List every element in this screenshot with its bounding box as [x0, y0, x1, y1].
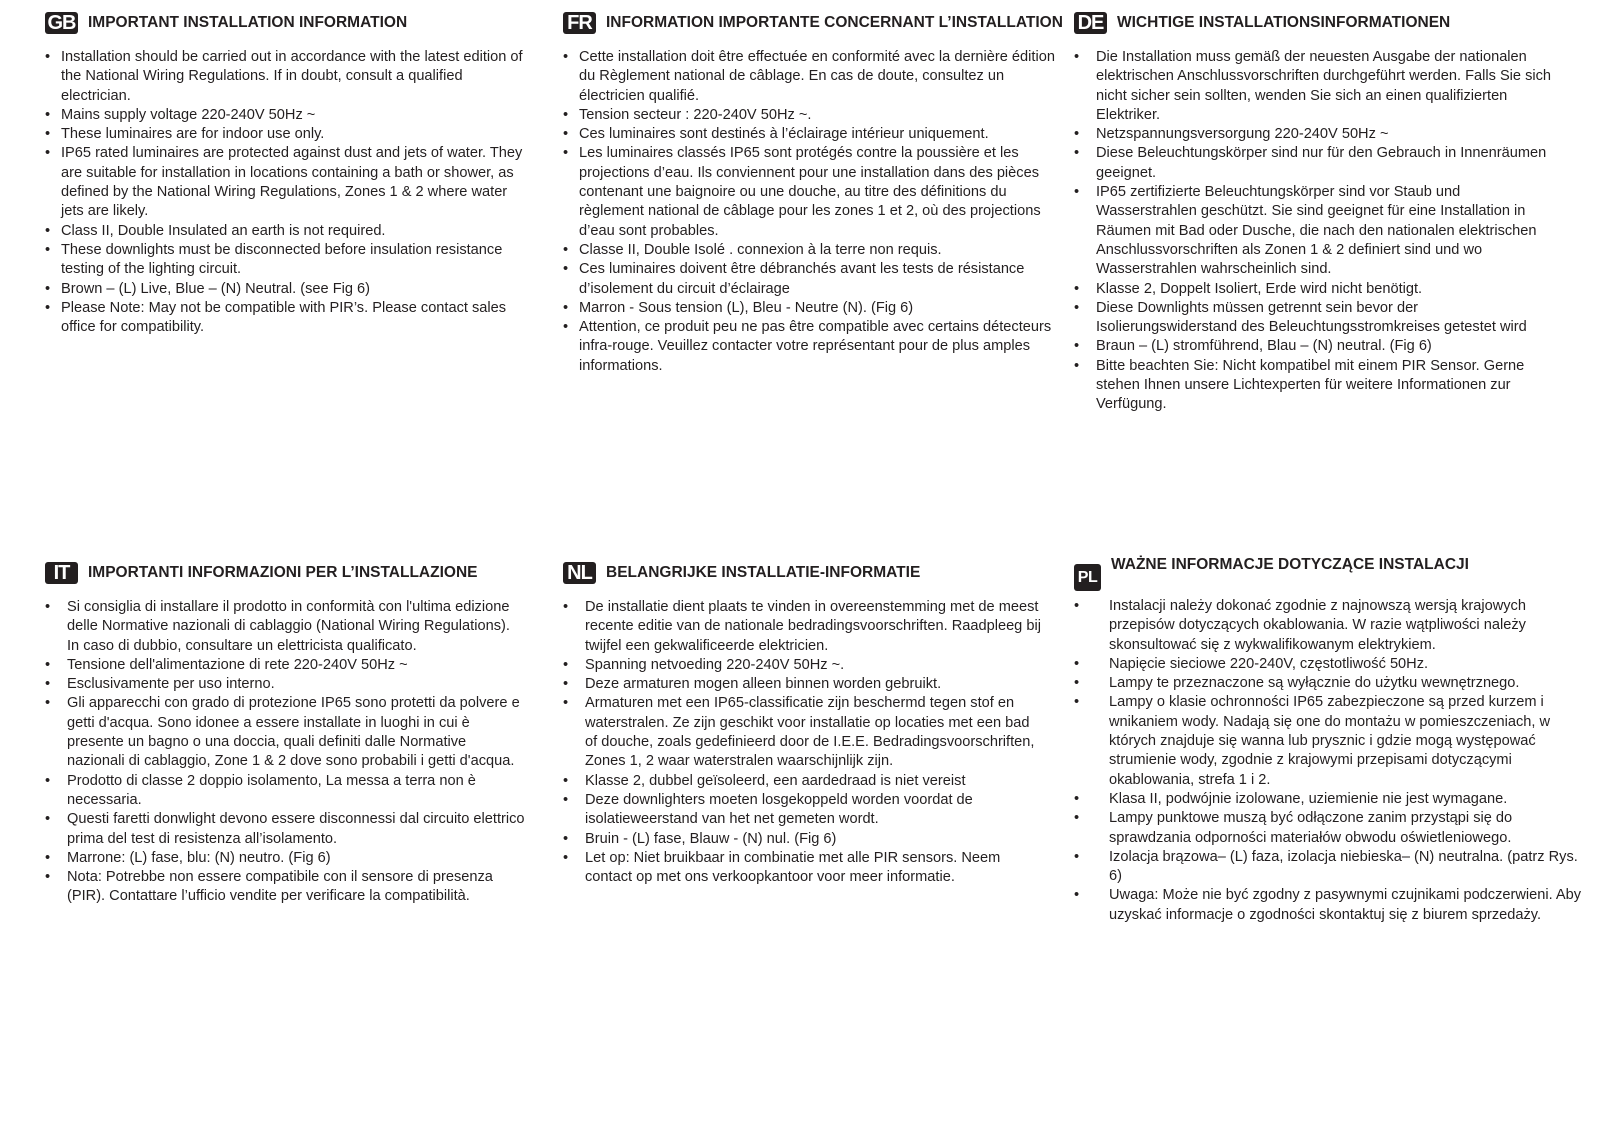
list-item: • Classe II, Double Isolé . connexion à la terre non requis.: [563, 241, 1063, 260]
list-item: • Spanning netvoeding 220-240V 50Hz ~.: [563, 656, 1043, 675]
list-item: • Si consiglia di installare il prodotto in conformità con l'ultima edizione delle Normative nazionali di cablaggio (National Wiring Regulations). In caso di dubbio, consultare un elettricista qualificato.: [45, 598, 525, 656]
section-de: [1074, 12, 1554, 415]
list-item: • Attention, ce produit peu ne pas être compatible avec certains détecteurs infra-rouge. Veuillez contacter votre représentant pour de plus amples informations.: [563, 318, 1063, 376]
list-item: • Please Note: May not be compatible with PIR’s. Please contact sales office for compatibility.: [45, 299, 525, 338]
instruction-list: [45, 598, 525, 907]
instruction-list: [45, 48, 525, 337]
list-item: • Brown – (L) Live, Blue – (N) Neutral. (see Fig 6): [45, 280, 525, 299]
section-title: WAŻNE INFORMACJE DOTYCZĄCE INSTALACJI: [1111, 556, 1469, 573]
list-item: • Questi faretti donwlight devono essere disconnessi dal circuito elettrico prima del test di resistenza all’isolamento.: [45, 810, 525, 849]
it-language-badge: IT: [45, 562, 78, 584]
list-item: • IP65 zertifizierte Beleuchtungskörper sind vor Staub und Wasserstrahlen geschützt. Sie sind geeignet für eine Installation in Räumen mit Bad oder Dusche, die nach den nationalen elektrischen Anschlussvorschriften als Zonen 1 & 2 definiert sind und wo Wasserstrahlen wahrscheinlich sind.: [1074, 183, 1554, 279]
list-item: • Instalacji należy dokonać zgodnie z najnowszą wersją krajowych przepisów dotyczących okablowania. W razie wątpliwości należy skonsultować się z wykwalifikowanym elektrykiem.: [1074, 597, 1594, 655]
list-item: • Lampy te przeznaczone są wyłącznie do użytku wewnętrznego.: [1074, 674, 1594, 693]
list-item: • Uwaga: Może nie być zgodny z pasywnymi czujnikami podczerwieni. Aby uzyskać informacje o zgodności skontaktuj się z biurem sprzedaży.: [1074, 886, 1594, 925]
list-item: • Esclusivamente per uso interno.: [45, 675, 525, 694]
fr-language-badge: FR: [563, 12, 596, 34]
list-item: • Klasse 2, dubbel geïsoleerd, een aardedraad is niet vereist: [563, 772, 1043, 791]
instruction-list: [1074, 48, 1554, 415]
instruction-list: [1074, 597, 1594, 925]
section-title: INFORMATION IMPORTANTE CONCERNANT L’INSTALLATION: [606, 14, 1063, 31]
pl-language-badge: PL: [1074, 564, 1101, 591]
section-header: [45, 12, 525, 34]
section-header: [563, 12, 1063, 34]
list-item: • Die Installation muss gemäß der neuesten Ausgabe der nationalen elektrischen Anschlussvorschriften durchgeführt werden. Falls Sie sich nicht sicher sein sollten, wenden Sie sich an einen qualifizierten Elektriker.: [1074, 48, 1554, 125]
list-item: • Lampy punktowe muszą być odłączone zanim przystąpi się do sprawdzania odporności materiałów obwodu oświetleniowego.: [1074, 809, 1594, 848]
list-item: • Mains supply voltage 220-240V 50Hz ~: [45, 106, 525, 125]
section-header: [45, 562, 525, 584]
list-item: • Prodotto di classe 2 doppio isolamento, La messa a terra non è necessaria.: [45, 772, 525, 811]
list-item: • Installation should be carried out in accordance with the latest edition of the National Wiring Regulations. If in doubt, consult a qualified electrician.: [45, 48, 525, 106]
gb-language-badge: GB: [45, 12, 78, 34]
list-item: • Bruin - (L) fase, Blauw - (N) nul. (Fig 6): [563, 830, 1043, 849]
list-item: • Marron - Sous tension (L), Bleu - Neutre (N). (Fig 6): [563, 299, 1063, 318]
section-fr: [563, 12, 1063, 376]
section-header: [563, 562, 1043, 584]
de-language-badge: DE: [1074, 12, 1107, 34]
list-item: • Klasse 2, Doppelt Isoliert, Erde wird nicht benötigt.: [1074, 280, 1554, 299]
list-item: • IP65 rated luminaires are protected against dust and jets of water. They are suitable for installation in locations containing a bath or shower, as defined by the National Wiring Regulations, Zones 1 & 2 where water jets are likely.: [45, 144, 525, 221]
instruction-list: [563, 48, 1063, 376]
list-item: • De installatie dient plaats te vinden in overeenstemming met de meest recente editie van de nationale bedradingsvoorschriften. Raadpleeg bij twijfel een gekwalificeerde elektricien.: [563, 598, 1043, 656]
list-item: • Netzspannungsversorgung 220-240V 50Hz ~: [1074, 125, 1554, 144]
list-item: • Gli apparecchi con grado di protezione IP65 sono protetti da polvere e getti d'acqua. Sono idonee a essere installate in luoghi in cui è presente un bagno o una doccia, quali definiti dalle Normative nazionali di cablaggio, Zone 1 & 2 dove sono probabili i getti d'acqua.: [45, 694, 525, 771]
nl-language-badge: NL: [563, 562, 596, 584]
list-item: • Deze armaturen mogen alleen binnen worden gebruikt.: [563, 675, 1043, 694]
list-item: • Lampy o klasie ochronności IP65 zabezpieczone są przed kurzem i wnikaniem wody. Nadają się one do montażu w pomieszczeniach, w których znajduje się wanna lub prysznic i gdzie mogą występować strumienie wody, zgodnie z krajowymi przepisami dotyczącymi okablowania, strefa 1 i 2.: [1074, 693, 1594, 789]
list-item: • Napięcie sieciowe 220-240V, częstotliwość 50Hz.: [1074, 655, 1594, 674]
list-item: • Let op: Niet bruikbaar in combinatie met alle PIR sensors. Neem contact op met ons verkoopkantoor voor meer informatie.: [563, 849, 1043, 888]
section-header: [1074, 554, 1594, 591]
list-item: • Tension secteur : 220-240V 50Hz ~.: [563, 106, 1063, 125]
list-item: • These luminaires are for indoor use only.: [45, 125, 525, 144]
list-item: • Cette installation doit être effectuée en conformité avec la dernière édition du Règlement national de câblage. En cas de doute, consultez un électricien qualifié.: [563, 48, 1063, 106]
section-title: WICHTIGE INSTALLATIONSINFORMATIONEN: [1117, 14, 1451, 31]
list-item: • Les luminaires classés IP65 sont protégés contre la poussière et les projections d’eau. Ils conviennent pour une installation dans des pièces contenant une baignoire ou une douche, au titre des définitions du règlement national de câblage pour les zones 1 et 2, où des projections d’eau sont probables.: [563, 144, 1063, 240]
section-pl: [1074, 554, 1594, 925]
list-item: • Nota: Potrebbe non essere compatibile con il sensore di presenza (PIR). Contattare l’ufficio vendite per verificare la compatibilità.: [45, 868, 525, 907]
section-title: IMPORTANT INSTALLATION INFORMATION: [88, 14, 408, 31]
list-item: • Bitte beachten Sie: Nicht kompatibel mit einem PIR Sensor. Gerne stehen Ihnen unsere Lichtexperten für weitere Informationen zur Verfügung.: [1074, 357, 1554, 415]
list-item: • Deze downlighters moeten losgekoppeld worden voordat de isolatieweerstand van het net gemeten wordt.: [563, 791, 1043, 830]
section-header: [1074, 12, 1554, 34]
section-gb: [45, 12, 525, 337]
list-item: • These downlights must be disconnected before insulation resistance testing of the lighting circuit.: [45, 241, 525, 280]
section-title: BELANGRIJKE INSTALLATIE-INFORMATIE: [606, 564, 921, 581]
list-item: • Marrone: (L) fase, blu: (N) neutro. (Fig 6): [45, 849, 525, 868]
list-item: • Armaturen met een IP65-classificatie zijn beschermd tegen stof en waterstralen. Ze zijn geschikt voor installatie op locaties met een bad of douche, zoals gedefinieerd door de I.E.E. Bedradingsvoorschriften, Zones 1, 2 waar waterstralen waarschijnlijk zijn.: [563, 694, 1043, 771]
list-item: • Diese Beleuchtungskörper sind nur für den Gebrauch in Innenräumen geeignet.: [1074, 144, 1554, 183]
list-item: • Class II, Double Insulated an earth is not required.: [45, 222, 525, 241]
list-item: • Ces luminaires sont destinés à l’éclairage intérieur uniquement.: [563, 125, 1063, 144]
list-item: • Ces luminaires doivent être débranchés avant les tests de résistance d’isolement du circuit d’éclairage: [563, 260, 1063, 299]
section-nl: [563, 562, 1043, 887]
section-title: IMPORTANTI INFORMAZIONI PER L’INSTALLAZIONE: [88, 564, 478, 581]
list-item: • Diese Downlights müssen getrennt sein bevor der Isolierungswiderstand des Beleuchtungsstromkreises getestet wird: [1074, 299, 1554, 338]
list-item: • Izolacja brązowa– (L) faza, izolacja niebieska– (N) neutralna. (patrz Rys. 6): [1074, 848, 1594, 887]
list-item: • Klasa II, podwójnie izolowane, uziemienie nie jest wymagane.: [1074, 790, 1594, 809]
list-item: • Braun – (L) stromführend, Blau – (N) neutral. (Fig 6): [1074, 337, 1554, 356]
section-it: [45, 562, 525, 907]
list-item: • Tensione dell'alimentazione di rete 220-240V 50Hz ~: [45, 656, 525, 675]
instruction-list: [563, 598, 1043, 887]
